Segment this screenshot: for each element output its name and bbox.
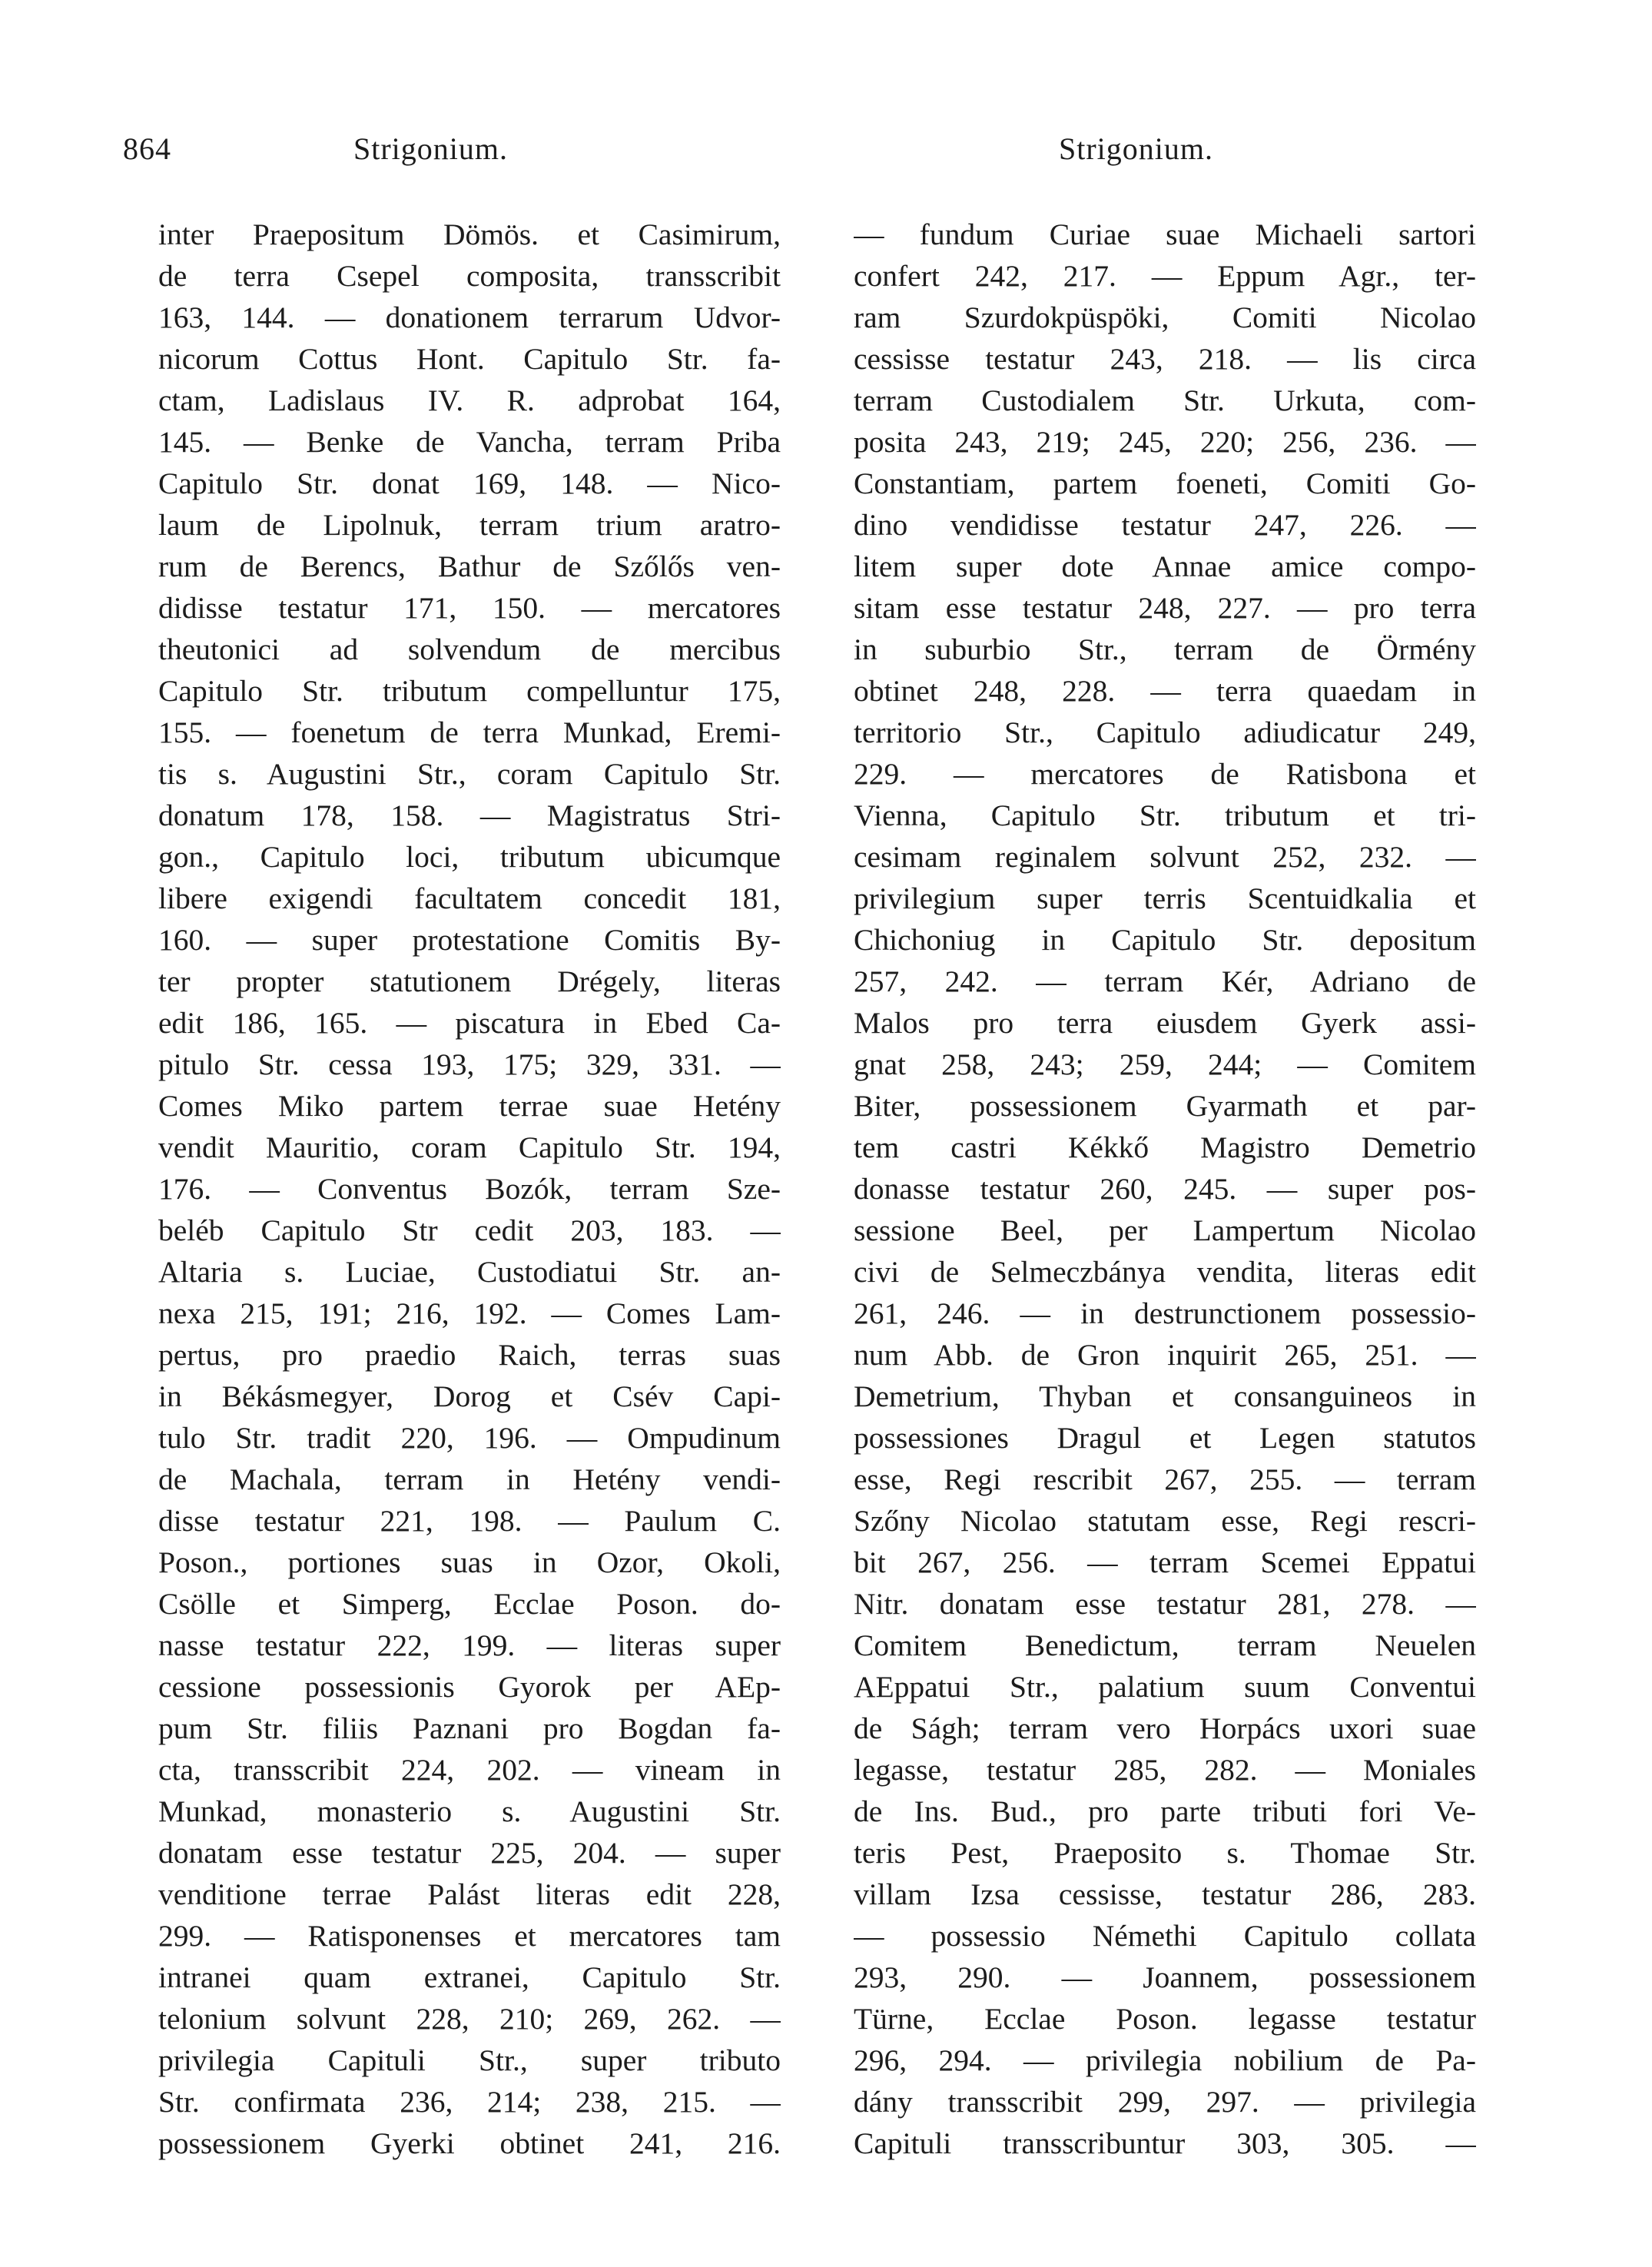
- left-text-column: [158, 214, 781, 2164]
- text-line: villam Izsa cessisse, testatur 286, 283.: [854, 1877, 1476, 1911]
- text-line: Malos pro terra eiusdem Gyerk assi-: [854, 1006, 1476, 1040]
- text-line: Constantiam, partem foeneti, Comiti Go-: [854, 466, 1476, 500]
- text-line: posita 243, 219; 245, 220; 256, 236. —: [854, 425, 1476, 459]
- text-line: terram Custodialem Str. Urkuta, com-: [854, 383, 1476, 417]
- text-line: esse, Regi rescribit 267, 255. — terram: [854, 1462, 1476, 1496]
- text-line: nasse testatur 222, 199. — literas super: [158, 1628, 781, 1662]
- text-line: legasse, testatur 285, 282. — Moniales: [854, 1753, 1476, 1787]
- text-line: in suburbio Str., terram de Örmény: [854, 632, 1476, 666]
- text-line: — possessio Némethi Capitulo collata: [854, 1919, 1476, 1953]
- page-number: 864: [123, 131, 171, 166]
- text-line: ter propter statutionem Drégely, literas: [158, 964, 781, 998]
- text-line: 160. — super protestatione Comitis By-: [158, 923, 781, 957]
- text-line: cessisse testatur 243, 218. — lis circa: [854, 342, 1476, 376]
- text-line: nicorum Cottus Hont. Capitulo Str. fa-: [158, 342, 781, 376]
- right-text-column: [854, 214, 1476, 2164]
- text-line: vendit Mauritio, coram Capitulo Str. 194,: [158, 1130, 781, 1164]
- text-line: litem super dote Annae amice compo-: [854, 549, 1476, 583]
- text-line: nexa 215, 191; 216, 192. — Comes Lam-: [158, 1296, 781, 1330]
- text-line: Türne, Ecclae Poson. legasse testatur: [854, 2002, 1476, 2036]
- text-line: Biter, possessionem Gyarmath et par-: [854, 1089, 1476, 1123]
- text-line: Comitem Benedictum, terram Neuelen: [854, 1628, 1476, 1662]
- text-line: donasse testatur 260, 245. — super pos-: [854, 1172, 1476, 1206]
- text-line: cesimam reginalem solvunt 252, 232. —: [854, 840, 1476, 874]
- text-line: 145. — Benke de Vancha, terram Priba: [158, 425, 781, 459]
- text-line: theutonici ad solvendum de mercibus: [158, 632, 781, 666]
- text-line: Szőny Nicolao statutam esse, Regi rescri-: [854, 1504, 1476, 1538]
- text-line: territorio Str., Capitulo adiudicatur 249,: [854, 715, 1476, 749]
- text-line: obtinet 248, 228. — terra quaedam in: [854, 674, 1476, 708]
- text-line: Csölle et Simperg, Ecclae Poson. do-: [158, 1587, 781, 1621]
- text-line: gon., Capitulo loci, tributum ubicumque: [158, 840, 781, 874]
- text-line: 261, 246. — in destrunctionem possessio-: [854, 1296, 1476, 1330]
- text-line: inter Praepositum Dömös. et Casimirum,: [158, 217, 781, 251]
- text-line: teris Pest, Praeposito s. Thomae Str.: [854, 1836, 1476, 1870]
- text-line: Poson., portiones suas in Ozor, Okoli,: [158, 1545, 781, 1579]
- text-line: donatum 178, 158. — Magistratus Stri-: [158, 798, 781, 832]
- text-line: gnat 258, 243; 259, 244; — Comitem: [854, 1047, 1476, 1081]
- text-line: tis s. Augustini Str., coram Capitulo Str.: [158, 757, 781, 791]
- text-line: AEppatui Str., palatium suum Conventui: [854, 1670, 1476, 1704]
- text-line: disse testatur 221, 198. — Paulum C.: [158, 1504, 781, 1538]
- text-line: tem castri Kékkő Magistro Demetrio: [854, 1130, 1476, 1164]
- text-line: — fundum Curiae suae Michaeli sartori: [854, 217, 1476, 251]
- text-line: cta, transscribit 224, 202. — vineam in: [158, 1753, 781, 1787]
- text-line: rum de Berencs, Bathur de Szőlős ven-: [158, 549, 781, 583]
- text-line: donatam esse testatur 225, 204. — super: [158, 1836, 781, 1870]
- text-line: civi de Selmeczbánya vendita, literas edit: [854, 1255, 1476, 1289]
- text-line: edit 186, 165. — piscatura in Ebed Ca-: [158, 1006, 781, 1040]
- text-line: dány transscribit 299, 297. — privilegia: [854, 2085, 1476, 2119]
- text-line: 293, 290. — Joannem, possessionem: [854, 1960, 1476, 1994]
- text-line: 257, 242. — terram Kér, Adriano de: [854, 964, 1476, 998]
- text-line: privilegium super terris Scentuidkalia et: [854, 881, 1476, 915]
- text-line: cessione possessionis Gyorok per AEp-: [158, 1670, 781, 1704]
- text-line: 176. — Conventus Bozók, terram Sze-: [158, 1172, 781, 1206]
- text-line: possessiones Dragul et Legen statutos: [854, 1421, 1476, 1455]
- text-line: de terra Csepel composita, transscribit: [158, 259, 781, 293]
- text-line: intranei quam extranei, Capitulo Str.: [158, 1960, 781, 1994]
- text-line: privilegia Capituli Str., super tributo: [158, 2043, 781, 2077]
- text-line: Nitr. donatam esse testatur 281, 278. —: [854, 1587, 1476, 1621]
- text-line: sitam esse testatur 248, 227. — pro terra: [854, 591, 1476, 625]
- text-line: 155. — foenetum de terra Munkad, Eremi-: [158, 715, 781, 749]
- text-line: venditione terrae Palást literas edit 228,: [158, 1877, 781, 1911]
- text-line: ram Szurdokpüspöki, Comiti Nicolao: [854, 300, 1476, 334]
- text-line: sessione Beel, per Lampertum Nicolao: [854, 1213, 1476, 1247]
- text-line: in Békásmegyer, Dorog et Csév Capi-: [158, 1379, 781, 1413]
- text-line: didisse testatur 171, 150. — mercatores: [158, 591, 781, 625]
- text-line: Altaria s. Luciae, Custodiatui Str. an-: [158, 1255, 781, 1289]
- text-line: laum de Lipolnuk, terram trium aratro-: [158, 508, 781, 542]
- text-line: pum Str. filiis Paznani pro Bogdan fa-: [158, 1711, 781, 1745]
- text-line: Capituli transscribuntur 303, 305. —: [854, 2126, 1476, 2160]
- text-line: pitulo Str. cessa 193, 175; 329, 331. —: [158, 1047, 781, 1081]
- text-line: Capitulo Str. donat 169, 148. — Nico-: [158, 466, 781, 500]
- text-line: 299. — Ratisponenses et mercatores tam: [158, 1919, 781, 1953]
- text-line: 163, 144. — donationem terrarum Udvor-: [158, 300, 781, 334]
- text-line: Chichoniug in Capitulo Str. depositum: [854, 923, 1476, 957]
- running-head-right: Strigonium.: [1059, 131, 1214, 166]
- text-line: telonium solvunt 228, 210; 269, 262. —: [158, 2002, 781, 2036]
- text-line: Comes Miko partem terrae suae Hetény: [158, 1089, 781, 1123]
- text-line: ctam, Ladislaus IV. R. adprobat 164,: [158, 383, 781, 417]
- text-line: tulo Str. tradit 220, 196. — Ompudinum: [158, 1421, 781, 1455]
- text-line: dino vendidisse testatur 247, 226. —: [854, 508, 1476, 542]
- text-line: de Ins. Bud., pro parte tributi fori Ve-: [854, 1794, 1476, 1828]
- text-line: 229. — mercatores de Ratisbona et: [854, 757, 1476, 791]
- text-line: de Ságh; terram vero Horpács uxori suae: [854, 1711, 1476, 1745]
- text-line: beléb Capitulo Str cedit 203, 183. —: [158, 1213, 781, 1247]
- text-line: confert 242, 217. — Eppum Agr., ter-: [854, 259, 1476, 293]
- text-line: Munkad, monasterio s. Augustini Str.: [158, 1794, 781, 1828]
- text-line: bit 267, 256. — terram Scemei Eppatui: [854, 1545, 1476, 1579]
- text-line: Str. confirmata 236, 214; 238, 215. —: [158, 2085, 781, 2119]
- text-line: pertus, pro praedio Raich, terras suas: [158, 1338, 781, 1372]
- text-line: de Machala, terram in Hetény vendi-: [158, 1462, 781, 1496]
- text-line: Capitulo Str. tributum compelluntur 175,: [158, 674, 781, 708]
- text-line: libere exigendi facultatem concedit 181,: [158, 881, 781, 915]
- text-line: 296, 294. — privilegia nobilium de Pa-: [854, 2043, 1476, 2077]
- running-head-left: Strigonium.: [353, 131, 509, 166]
- text-line: Demetrium, Thyban et consanguineos in: [854, 1379, 1476, 1413]
- text-line: Vienna, Capitulo Str. tributum et tri-: [854, 798, 1476, 832]
- text-line: num Abb. de Gron inquirit 265, 251. —: [854, 1338, 1476, 1372]
- text-line: possessionem Gyerki obtinet 241, 216.: [158, 2126, 781, 2160]
